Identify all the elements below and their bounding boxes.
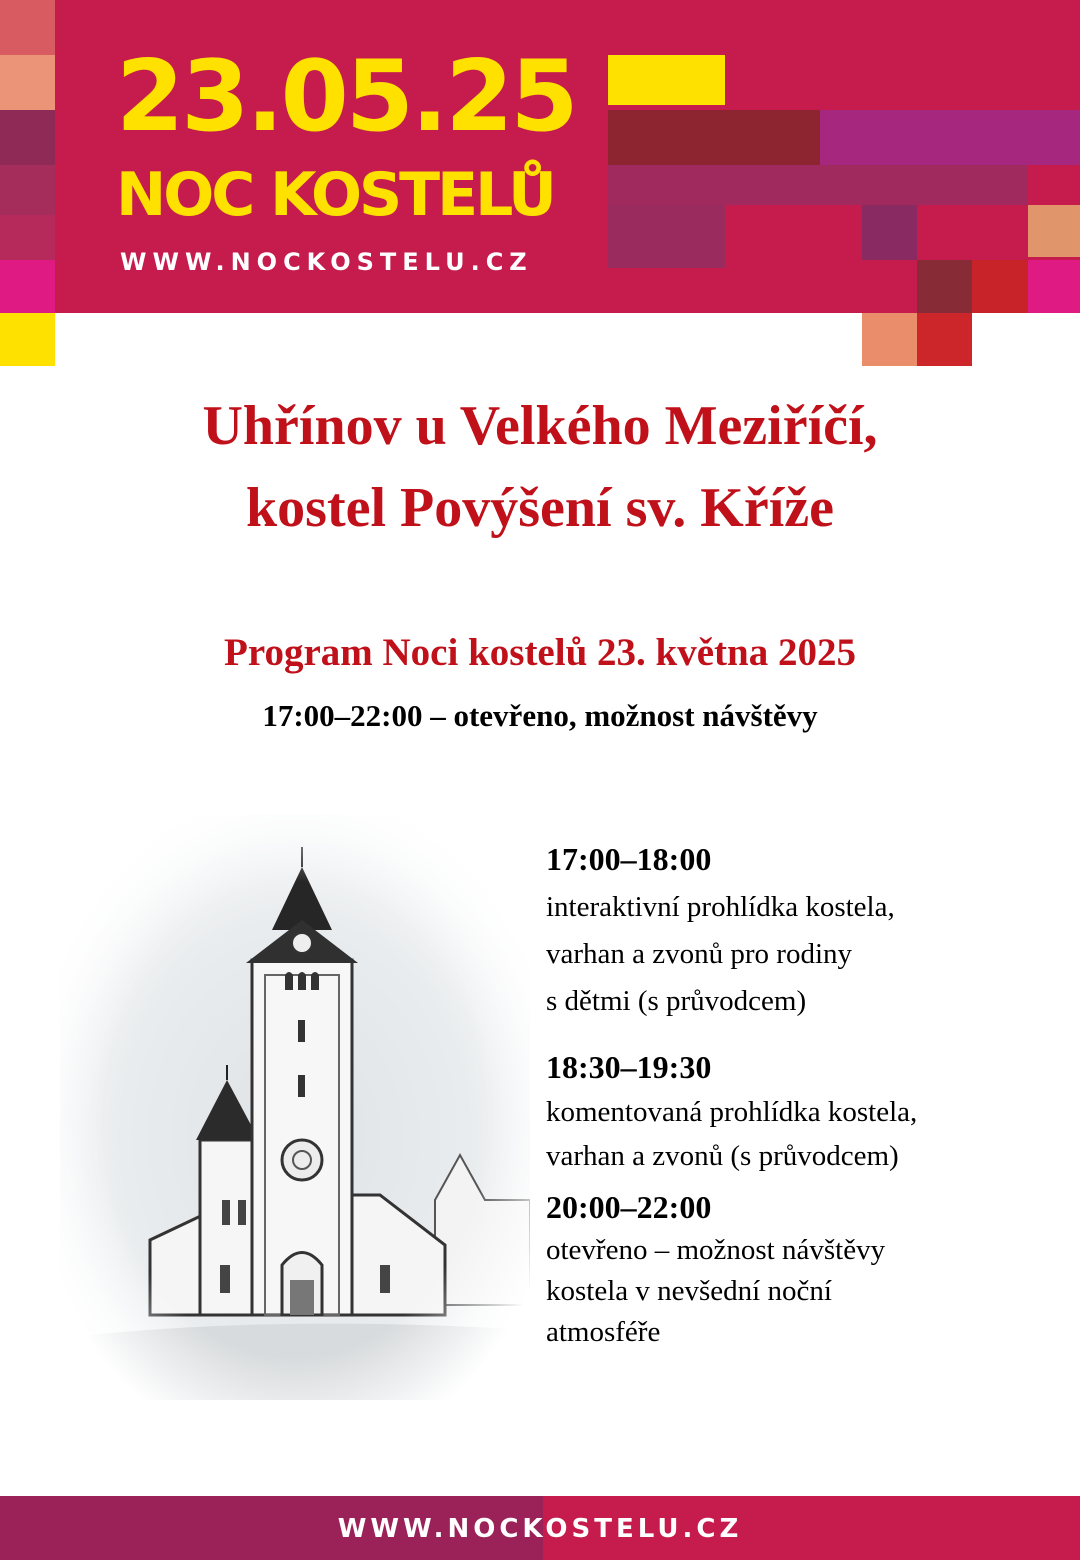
schedule-line: komentovaná prohlídka kostela, bbox=[546, 1096, 918, 1128]
schedule-time: 20:00–22:00 bbox=[546, 1189, 712, 1225]
schedule-time: 17:00–18:00 bbox=[546, 841, 712, 877]
decor-square bbox=[1028, 205, 1080, 257]
event-title: NOC KOSTELŮ bbox=[116, 160, 554, 230]
decor-square bbox=[608, 165, 1028, 205]
decor-square bbox=[862, 205, 917, 260]
schedule-line: varhan a zvonů (s průvodcem) bbox=[546, 1140, 899, 1172]
schedule-line: kostela v nevšední noční bbox=[546, 1275, 832, 1307]
schedule-line: atmosféře bbox=[546, 1316, 661, 1348]
decor-square bbox=[608, 110, 820, 165]
decor-square bbox=[917, 313, 972, 366]
decor-square bbox=[0, 313, 55, 366]
decor-square bbox=[0, 110, 55, 165]
schedule-entry bbox=[546, 836, 1066, 1025]
header-website: WWW.NOCKOSTELU.CZ bbox=[120, 248, 533, 276]
decor-square bbox=[972, 260, 1028, 313]
schedule-line: otevřeno – možnost návštěvy bbox=[546, 1234, 886, 1266]
footer-website: WWW.NOCKOSTELU.CZ bbox=[337, 1514, 743, 1544]
schedule-description bbox=[546, 1230, 1066, 1353]
church-illustration-icon bbox=[60, 815, 530, 1400]
schedule-line: s dětmi (s průvodcem) bbox=[546, 985, 807, 1017]
header-banner bbox=[0, 0, 1080, 313]
church-title-line2: kostel Povýšení sv. Kříže bbox=[246, 477, 834, 539]
decor-square bbox=[1028, 260, 1080, 313]
schedule-line: varhan a zvonů pro rodiny bbox=[546, 938, 853, 970]
decor-square bbox=[0, 0, 55, 55]
decor-square bbox=[917, 260, 972, 313]
schedule bbox=[546, 836, 1066, 1353]
decor-square bbox=[0, 55, 55, 110]
decor-square bbox=[0, 215, 55, 260]
footer-banner bbox=[0, 1496, 1080, 1560]
schedule-time: 18:30–19:30 bbox=[546, 1049, 712, 1085]
church-title-line1: Uhřínov u Velkého Meziříčí, bbox=[202, 395, 878, 457]
opening-hours: 17:00–22:00 – otevřeno, možnost návštěvy bbox=[262, 698, 818, 733]
schedule-entry bbox=[546, 1184, 1066, 1353]
schedule-line: interaktivní prohlídka kostela, bbox=[546, 891, 895, 923]
decor-square bbox=[0, 165, 55, 215]
decor-square bbox=[0, 260, 55, 313]
decor-square bbox=[608, 205, 725, 268]
schedule-entry bbox=[546, 1044, 1066, 1178]
schedule-description bbox=[546, 884, 1066, 1025]
schedule-description bbox=[546, 1090, 1066, 1178]
program-title: Program Noci kostelů 23. května 2025 bbox=[224, 631, 856, 674]
decor-square bbox=[820, 110, 1080, 165]
decor-square bbox=[608, 55, 725, 105]
church-title bbox=[0, 385, 1080, 549]
decor-square bbox=[862, 313, 917, 366]
event-date: 23.05.25 bbox=[116, 40, 576, 154]
